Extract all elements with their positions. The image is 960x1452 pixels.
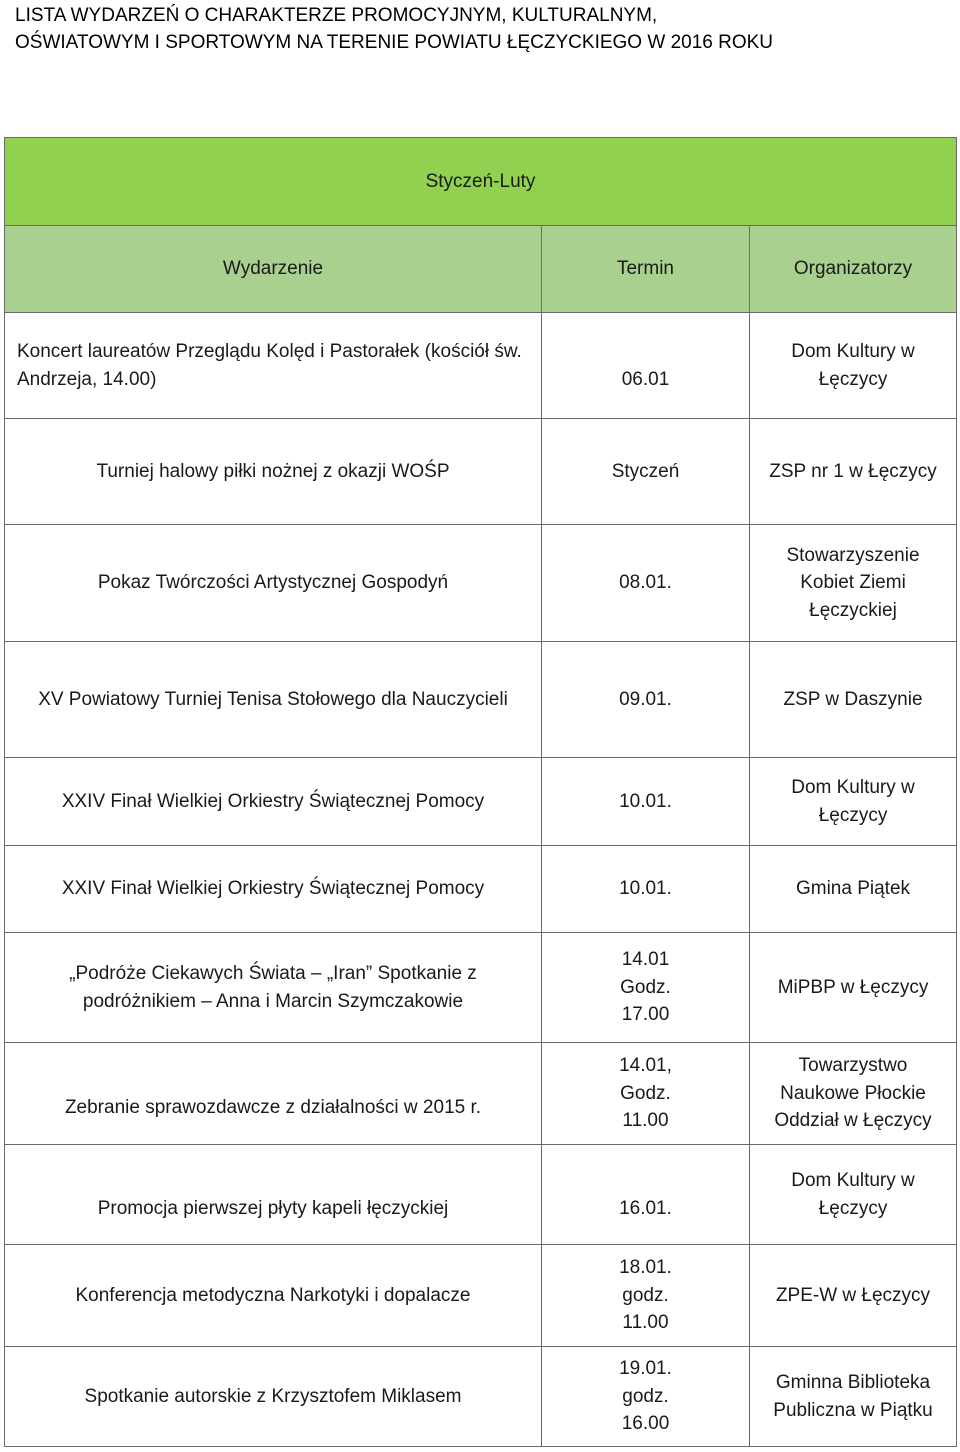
events-table	[4, 137, 957, 1447]
date-cell: 19.01. godz. 16.00	[542, 1347, 750, 1447]
organizer-cell: Dom Kultury w Łęczycy	[750, 1145, 957, 1245]
date-cell: 09.01.	[542, 642, 750, 758]
document-title-line-2: OŚWIATOWYM I SPORTOWYM NA TERENIE POWIATU ŁĘCZYCKIEGO W 2016 ROKU	[15, 32, 774, 53]
event-cell: Zebranie sprawozdawcze z działalności w 2015 r.	[5, 1043, 542, 1145]
table-header-row	[5, 226, 957, 313]
event-cell: Koncert laureatów Przeglądu Kolęd i Pastorałek (kościół św. Andrzeja, 14.00)	[5, 313, 542, 419]
table-row	[5, 419, 957, 525]
header-date: Termin	[542, 226, 750, 313]
event-cell: Turniej halowy piłki nożnej z okazji WOŚP	[5, 419, 542, 525]
organizer-cell: Dom Kultury w Łęczycy	[750, 313, 957, 419]
event-cell: XV Powiatowy Turniej Tenisa Stołowego dla Nauczycieli	[5, 642, 542, 758]
table-row	[5, 1245, 957, 1347]
header-event: Wydarzenie	[5, 226, 542, 313]
date-cell: 10.01.	[542, 758, 750, 846]
event-cell: XXIV Finał Wielkiej Orkiestry Świątecznej Pomocy	[5, 846, 542, 933]
event-cell: XXIV Finał Wielkiej Orkiestry Świątecznej Pomocy	[5, 758, 542, 846]
date-cell: 16.01.	[542, 1145, 750, 1245]
event-cell: Spotkanie autorskie z Krzysztofem Miklasem	[5, 1347, 542, 1447]
header-organizer: Organizatorzy	[750, 226, 957, 313]
table-row	[5, 846, 957, 933]
organizer-cell: Stowarzyszenie Kobiet Ziemi Łęczyckiej	[750, 525, 957, 642]
organizer-cell: ZSP nr 1 w Łęczycy	[750, 419, 957, 525]
organizer-cell: Gminna Biblioteka Publiczna w Piątku	[750, 1347, 957, 1447]
event-cell: Pokaz Twórczości Artystycznej Gospodyń	[5, 525, 542, 642]
organizer-cell: Gmina Piątek	[750, 846, 957, 933]
event-cell: „Podróże Ciekawych Świata – „Iran” Spotkanie z podróżnikiem – Anna i Marcin Szymczakowie	[5, 933, 542, 1043]
table-row	[5, 933, 957, 1043]
event-cell: Konferencja metodyczna Narkotyki i dopalacze	[5, 1245, 542, 1347]
month-heading: Styczeń-Luty	[5, 138, 957, 226]
table-row	[5, 313, 957, 419]
table-row	[5, 642, 957, 758]
date-cell: 10.01.	[542, 846, 750, 933]
month-heading-row	[5, 138, 957, 226]
organizer-cell: ZPE-W w Łęczycy	[750, 1245, 957, 1347]
table-row	[5, 758, 957, 846]
table-row	[5, 1347, 957, 1447]
date-cell: 06.01	[542, 313, 750, 419]
date-cell: Styczeń	[542, 419, 750, 525]
table-row	[5, 525, 957, 642]
document-title-line-1: LISTA WYDARZEŃ O CHARAKTERZE PROMOCYJNYM, KULTURALNYM,	[15, 5, 658, 26]
organizer-cell: ZSP w Daszynie	[750, 642, 957, 758]
date-cell: 08.01.	[542, 525, 750, 642]
document-title	[15, 2, 945, 56]
event-cell: Promocja pierwszej płyty kapeli łęczyckiej	[5, 1145, 542, 1245]
organizer-cell: Dom Kultury w Łęczycy	[750, 758, 957, 846]
date-cell: 14.01 Godz. 17.00	[542, 933, 750, 1043]
table-row	[5, 1043, 957, 1145]
table-row	[5, 1145, 957, 1245]
organizer-cell: MiPBP w Łęczycy	[750, 933, 957, 1043]
date-cell: 14.01, Godz. 11.00	[542, 1043, 750, 1145]
date-cell: 18.01. godz. 11.00	[542, 1245, 750, 1347]
organizer-cell: Towarzystwo Naukowe Płockie Oddział w Łęczycy	[750, 1043, 957, 1145]
